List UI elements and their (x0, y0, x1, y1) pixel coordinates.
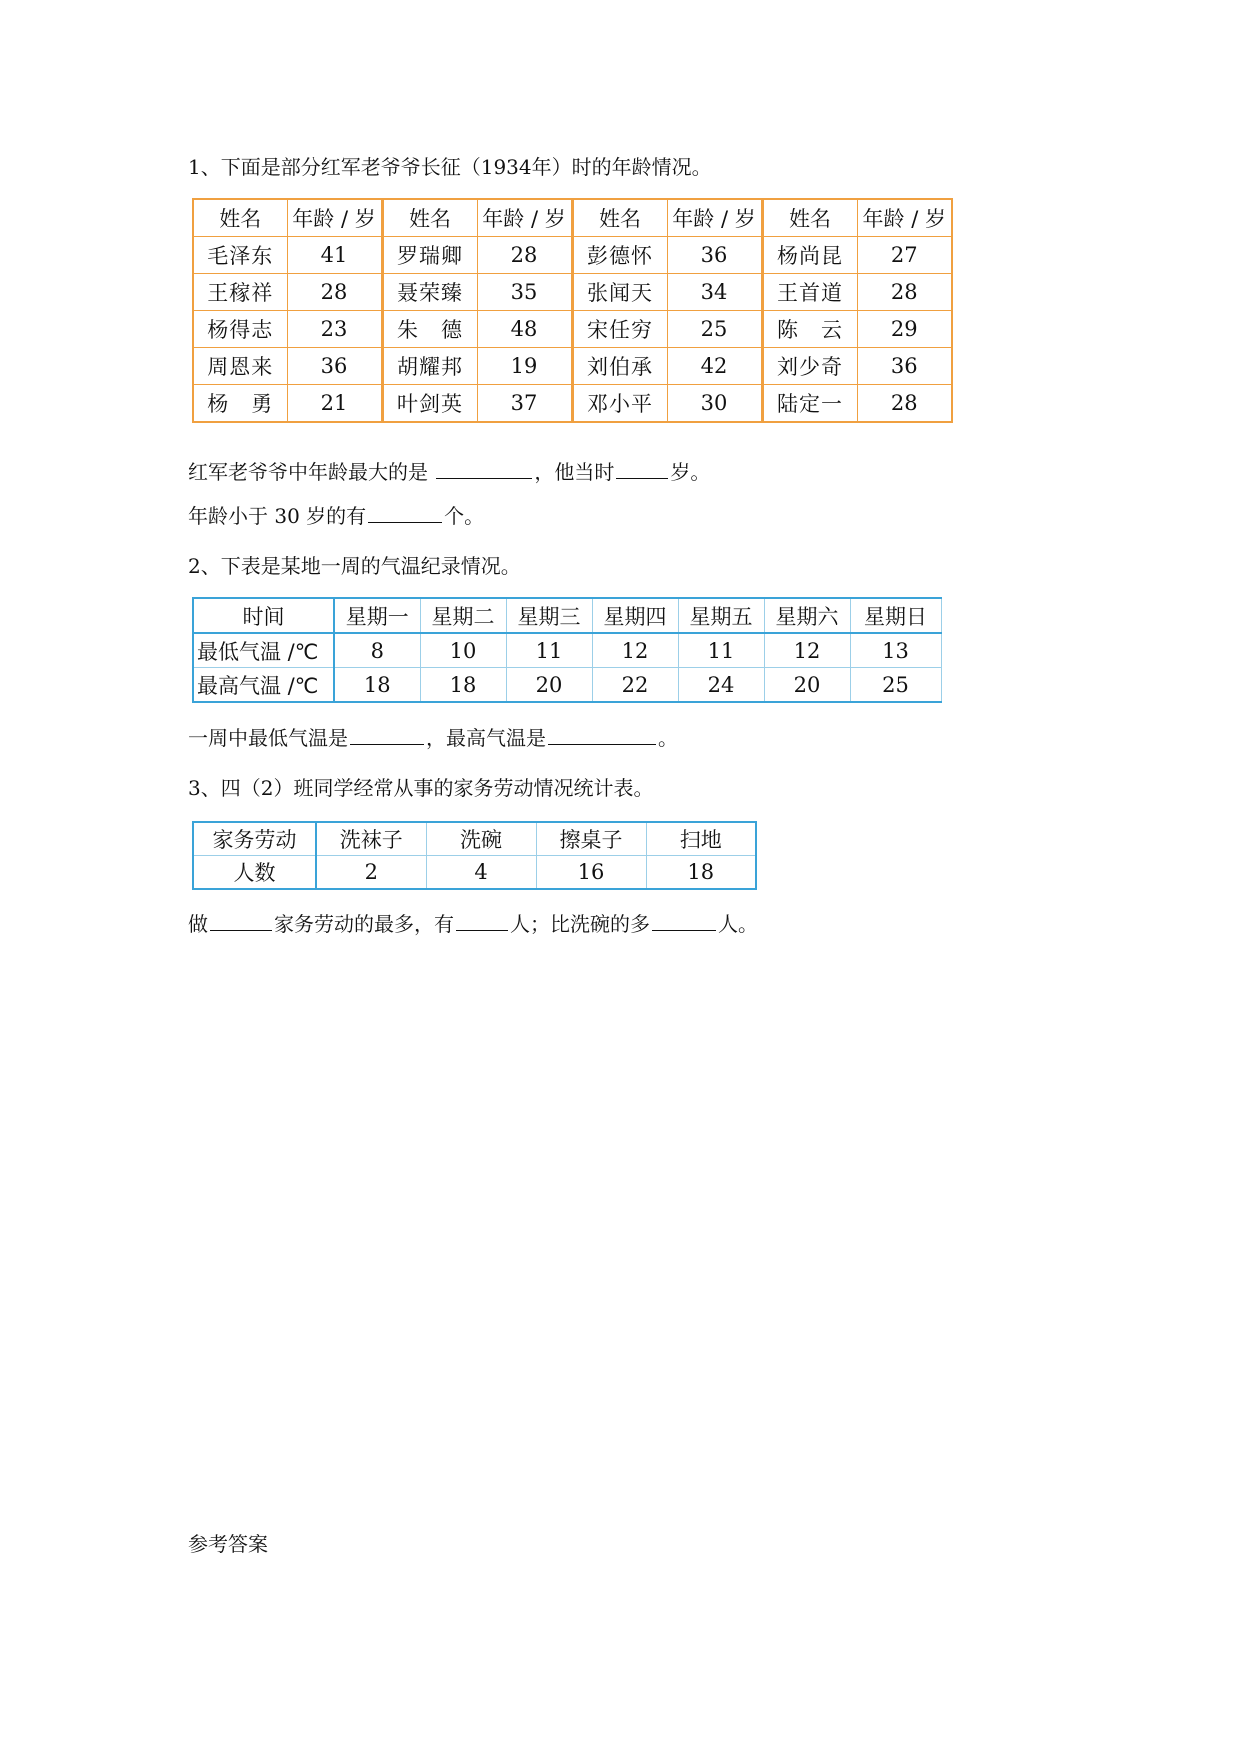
q2-question-1-text: 。 (658, 726, 678, 750)
header-cell: 星期日 (850, 598, 941, 633)
name-cell: 彭德怀 (572, 237, 667, 274)
name-cell: 周恩来 (193, 348, 287, 385)
header-cell: 姓名 (762, 199, 857, 237)
value-cell: 20 (764, 668, 850, 703)
q2-question-1 (188, 724, 678, 752)
q3-question-1-text: 人。 (718, 912, 758, 936)
q1-question-2 (188, 502, 484, 530)
q3-question-1-text: 人；比洗碗的多 (510, 912, 650, 936)
age-cell: 23 (287, 311, 382, 348)
answer-blank[interactable] (616, 458, 668, 479)
answer-blank[interactable] (368, 502, 442, 523)
age-cell: 37 (477, 385, 572, 423)
age-cell: 36 (667, 237, 762, 274)
q3-question-1 (188, 910, 758, 938)
value-cell: 13 (850, 633, 941, 668)
name-cell: 叶剑英 (382, 385, 477, 423)
name-cell: 邓小平 (572, 385, 667, 423)
q1-question-1-text: ，他当时 (534, 460, 615, 484)
answer-blank[interactable] (210, 910, 272, 931)
value-cell: 12 (592, 633, 678, 668)
name-cell: 陆定一 (762, 385, 857, 423)
header-cell: 姓名 (572, 199, 667, 237)
table-header-row (193, 199, 952, 237)
answer-blank[interactable] (548, 724, 656, 745)
q3-question-1-text: 家务劳动的最多，有 (274, 912, 454, 936)
age-cell: 28 (857, 274, 952, 311)
name-cell: 刘伯承 (572, 348, 667, 385)
table-row (193, 237, 952, 274)
q2-title: 2、下表是某地一周的气温纪录情况。 (188, 554, 521, 578)
header-cell: 星期一 (334, 598, 420, 633)
header-cell: 洗碗 (426, 822, 536, 856)
header-cell: 家务劳动 (193, 822, 316, 856)
name-cell: 胡耀邦 (382, 348, 477, 385)
name-cell: 毛泽东 (193, 237, 287, 274)
age-cell: 28 (857, 385, 952, 423)
name-cell: 宋任穷 (572, 311, 667, 348)
name-cell: 朱 德 (382, 311, 477, 348)
age-cell: 28 (477, 237, 572, 274)
value-cell: 24 (678, 668, 764, 703)
answer-blank[interactable] (456, 910, 508, 931)
value-cell: 2 (316, 856, 426, 890)
header-cell: 星期六 (764, 598, 850, 633)
name-cell: 罗瑞卿 (382, 237, 477, 274)
header-cell: 姓名 (193, 199, 287, 237)
value-cell: 16 (536, 856, 646, 890)
q3-title: 3、四（2）班同学经常从事的家务劳动情况统计表。 (188, 776, 654, 800)
header-cell: 时间 (193, 598, 334, 633)
table-row (193, 385, 952, 423)
table-row (193, 633, 941, 668)
table-row (193, 668, 941, 703)
table-row (193, 856, 756, 890)
age-cell: 36 (287, 348, 382, 385)
header-cell: 年龄 / 岁 (667, 199, 762, 237)
name-cell: 陈 云 (762, 311, 857, 348)
value-cell: 25 (850, 668, 941, 703)
table-row (193, 311, 952, 348)
value-cell: 18 (420, 668, 506, 703)
q1-question-2-text: 年龄小于 30 岁的有 (188, 504, 367, 528)
value-cell: 18 (334, 668, 420, 703)
age-cell: 25 (667, 311, 762, 348)
age-cell: 35 (477, 274, 572, 311)
value-cell: 8 (334, 633, 420, 668)
age-cell: 29 (857, 311, 952, 348)
age-cell: 36 (857, 348, 952, 385)
q1-question-1-text: 红军老爷爷中年龄最大的是 (188, 460, 435, 484)
age-cell: 19 (477, 348, 572, 385)
q2-question-1-text: ，最高气温是 (426, 726, 546, 750)
name-cell: 王首道 (762, 274, 857, 311)
name-cell: 聂荣臻 (382, 274, 477, 311)
name-cell: 王稼祥 (193, 274, 287, 311)
answer-blank[interactable] (436, 458, 532, 479)
header-cell: 洗袜子 (316, 822, 426, 856)
age-cell: 30 (667, 385, 762, 423)
q3-question-1-text: 做 (188, 912, 208, 936)
age-cell: 34 (667, 274, 762, 311)
age-cell: 42 (667, 348, 762, 385)
header-cell: 星期三 (506, 598, 592, 633)
header-cell: 星期四 (592, 598, 678, 633)
age-cell: 48 (477, 311, 572, 348)
row-header-cell: 最低气温 /℃ (193, 633, 334, 668)
q1-age-table (192, 198, 953, 423)
age-cell: 41 (287, 237, 382, 274)
header-cell: 年龄 / 岁 (477, 199, 572, 237)
value-cell: 10 (420, 633, 506, 668)
value-cell: 12 (764, 633, 850, 668)
row-header-cell: 人数 (193, 856, 316, 890)
value-cell: 22 (592, 668, 678, 703)
header-cell: 年龄 / 岁 (857, 199, 952, 237)
answer-blank[interactable] (652, 910, 716, 931)
table-row (193, 274, 952, 311)
row-header-cell: 最高气温 /℃ (193, 668, 334, 703)
header-cell: 年龄 / 岁 (287, 199, 382, 237)
age-cell: 27 (857, 237, 952, 274)
q2-question-1-text: 一周中最低气温是 (188, 726, 348, 750)
q2-temperature-table (192, 597, 942, 703)
value-cell: 4 (426, 856, 536, 890)
age-cell: 28 (287, 274, 382, 311)
name-cell: 刘少奇 (762, 348, 857, 385)
value-cell: 11 (506, 633, 592, 668)
answer-blank[interactable] (350, 724, 424, 745)
q1-title: 1、下面是部分红军老爷爷长征（1934年）时的年龄情况。 (188, 155, 712, 179)
header-cell: 星期五 (678, 598, 764, 633)
name-cell: 杨 勇 (193, 385, 287, 423)
name-cell: 杨得志 (193, 311, 287, 348)
header-cell: 姓名 (382, 199, 477, 237)
q1-question-1-text: 岁。 (670, 460, 711, 484)
header-cell: 擦桌子 (536, 822, 646, 856)
name-cell: 杨尚昆 (762, 237, 857, 274)
value-cell: 18 (646, 856, 756, 890)
value-cell: 11 (678, 633, 764, 668)
table-header-row (193, 822, 756, 856)
table-row (193, 348, 952, 385)
q3-housework-table (192, 821, 757, 890)
q1-question-2-text: 个。 (444, 504, 485, 528)
value-cell: 20 (506, 668, 592, 703)
table-header-row (193, 598, 941, 633)
age-cell: 21 (287, 385, 382, 423)
header-cell: 扫地 (646, 822, 756, 856)
header-cell: 星期二 (420, 598, 506, 633)
name-cell: 张闻天 (572, 274, 667, 311)
q1-question-1 (188, 458, 710, 486)
answers-heading: 参考答案 (188, 1532, 268, 1556)
